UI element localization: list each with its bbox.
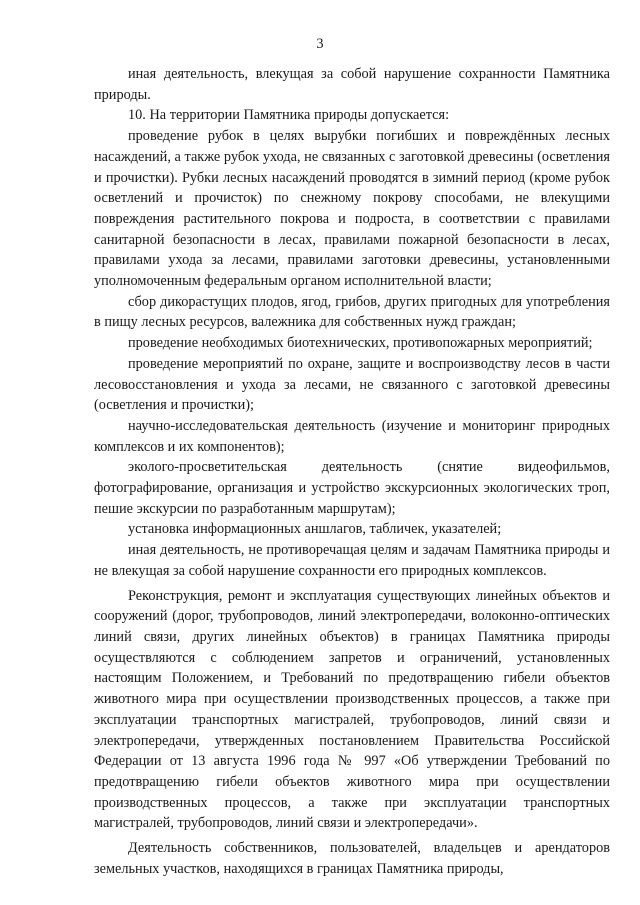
paragraph-item-10-heading: 10. На территории Памятника природы допускается: xyxy=(128,107,450,124)
paragraph-research: научно-исследовательская деятельность (изучение и мониторинг природных комплексов и их компонентов); xyxy=(94,417,610,455)
paragraph-biotechnical: проведение необходимых биотехнических, противопожарных мероприятий; xyxy=(128,335,593,352)
paragraph-eco-education: эколого-просветительская деятельность (снятие видеофильмов, фотографирование, организация и устройство экскурсионных экологических троп, пешие экскурсии по разработанным маршрутам); xyxy=(94,459,610,517)
page-number: 3 xyxy=(316,36,324,52)
document-body xyxy=(94,64,610,879)
paragraph-other-activity: иная деятельность, не противоречащая целям и задачам Памятника природы и не влекущая за собой нарушение сохранности его природных комплексов. xyxy=(94,542,610,579)
paragraph-signage: установка информационных аншлагов, табличек, указателей; xyxy=(128,521,502,538)
paragraph-reconstruction: Реконструкция, ремонт и эксплуатация существующих линейных объектов и сооружений (дорог, трубопроводов, линий электропередачи, волоконно-оптических линий связи, других линейных объектов) в границах Памятника природы осуществляются с соблюдением запретов и ограничений, установленных настоящим Положением, и Требований по предотвращению гибели объектов животного мира при осуществлении производственных процессов, а также при эксплуатации транспортных магистралей, трубопроводов, линий связи и электропередачи, утвержденных постановлением Правительства Российской Федерации от 13 августа 1996 года № 997 «Об утверждении Требований по предотвращению гибели объектов животного мира при осуществлении производственных процессов, а также при эксплуатации транспортных магистралей, трубопроводов, линий связи и электропередачи». xyxy=(94,587,610,832)
paragraph-logging: проведение рубок в целях вырубки погибших и повреждённых лесных насаждений, а также рубок ухода, не связанных с заготовкой древесины (осветления и прочистки). Рубки лесных насаждений проводятся в зимний период (кроме рубок осветлений и прочисток) по снежному покрову способами, не влекущими повреждения растительного покрова и подроста, в соответствии с правилами санитарной безопасности в лесах, правилами пожарной безопасности в лесах, правилами ухода за лесами, правилами заготовки древесины, установленными уполномоченным федеральным органом исполнительной власти; xyxy=(94,128,610,290)
paragraph-prohibited-activity: иная деятельность, влекущая за собой нарушение сохранности Памятника природы. xyxy=(94,66,610,103)
paragraph-forest-protection: проведение мероприятий по охране, защите и воспроизводству лесов в части лесовосстановления и ухода за лесами, не связанного с заготовкой древесины (осветления и прочистки); xyxy=(94,355,610,414)
paragraph-landowners: Деятельность собственников, пользователей, владельцев и арендаторов земельных участков, находящихся в границах Памятника природы, xyxy=(94,840,610,877)
paragraph-gathering: сбор дикорастущих плодов, ягод, грибов, других пригодных для употребления в пищу лесных ресурсов, валежника для собственных нужд граждан; xyxy=(94,293,610,331)
